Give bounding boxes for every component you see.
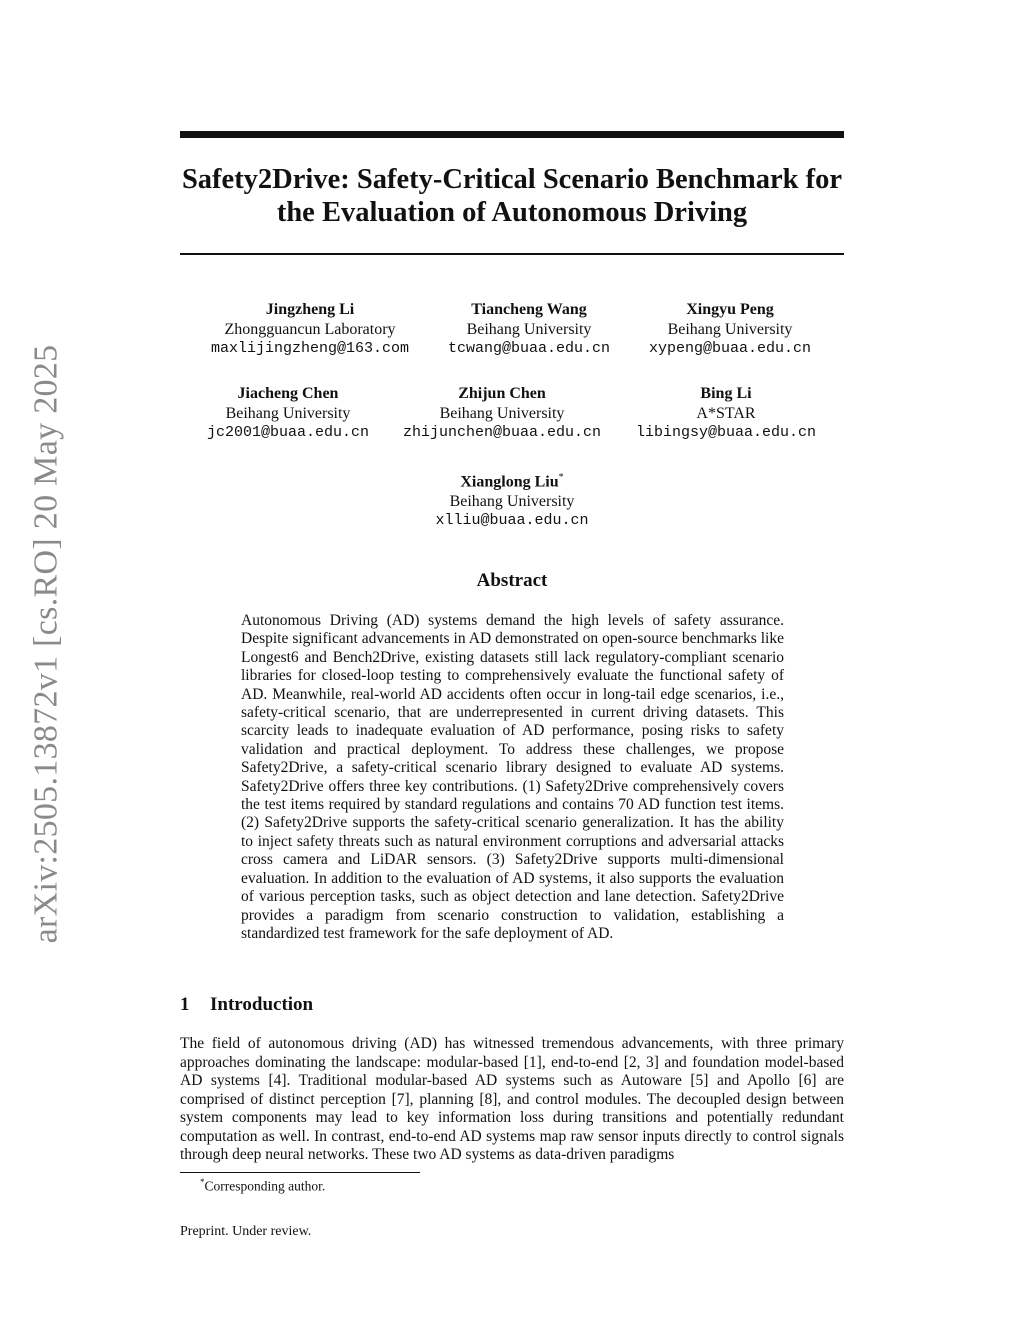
author-affiliation: Zhongguancun Laboratory — [224, 320, 396, 338]
author-affiliation: A*STAR — [696, 404, 756, 422]
preprint-notice: Preprint. Under review. — [180, 1224, 312, 1239]
author-block — [372, 384, 632, 443]
abstract-text: Autonomous Driving (AD) systems demand the high levels of safety assurance. Despite significant advancements in AD demonstrated on open-source benchmarks like Longest6 and Bench2Drive, existing datasets still lack regulatory-compliant scenario libraries for closed-loop testing to comprehensively evaluate the functional safety of AD. Meanwhile, real-world AD accidents often occur in long-tail edge scenarios, i.e., safety-critical scenario, that are underrepresented in current driving datasets. This scarcity leads to inadequate evaluation of AD performance, posing risks to safety validation and practical deployment. To address these challenges, we propose Safety2Drive, a safety-critical scenario library designed to evaluate AD systems. Safety2Drive offers three key contributions. (1) Safety2Drive comprehensively covers the test items required by standard regulations and contains 70 AD function test items. (2) Safety2Drive supports the safety-critical scenario generalization. It has the ability to inject safety threats such as natural environment corruptions and adversarial attacks cross camera and LiDAR sensors. (3) Safety2Drive supports multi-dimensional evaluation. In addition to the evaluation of AD systems, it also supports the evaluation of various perception tasks, such as object detection and lane detection. Safety2Drive provides a paradigm from scenario construction to validation, establishing a standardized test framework for the safe deployment of AD. — [241, 612, 784, 942]
paper-title: Safety2Drive: Safety-Critical Scenario Benchmark for the Evaluation of Autonomous Driving — [181, 164, 843, 228]
author-email: libingsy@buaa.edu.cn — [635, 424, 817, 441]
corresponding-marker: * — [558, 472, 564, 483]
footnote-text: Corresponding author. — [204, 1178, 326, 1194]
title-rule-bottom — [180, 253, 844, 255]
author-email: xlliu@buaa.edu.cn — [435, 512, 589, 530]
author-email: jc2001@buaa.edu.cn — [206, 424, 370, 441]
author-block — [596, 384, 856, 443]
footnote-marker: * — [200, 1177, 205, 1187]
introduction-text: The field of autonomous driving (AD) has witnessed tremendous advancements, with three primary approaches dominating the landscape: modular-based [1], end-to-end [2, 3] and foundation model-based AD systems [4]. Traditional modular-based AD systems such as Autoware [5] and Apollo [6] are comprised of distinct perception [7], planning [8], and control modules. The decoupled design between system components may lead to key information loss during transitions and potentially redundant computation as well. In contrast, end-to-end AD systems map raw sensor inputs directly to control signals through deep neural networks. These two AD systems as data-driven paradigms — [180, 1035, 844, 1163]
author-affiliation: Beihang University — [667, 320, 793, 338]
arxiv-id: arXiv:2505.13872v1 [cs.RO] 20 May 2025 — [27, 344, 64, 944]
author-name: Bing Li — [700, 385, 752, 402]
author-name: Tiancheng Wang — [471, 301, 587, 318]
section-title: Introduction — [210, 994, 314, 1015]
author-name: Jiacheng Chen — [237, 385, 339, 402]
author-affiliation: Beihang University — [439, 404, 565, 422]
author-email: maxlijingzheng@163.com — [210, 340, 410, 357]
author-name-text: Xianglong Liu — [460, 473, 559, 491]
author-block — [600, 300, 860, 359]
footnote-rule — [180, 1172, 420, 1173]
author-affiliation: Beihang University — [225, 404, 351, 422]
author-affiliation: Beihang University — [449, 492, 575, 510]
author-email: zhijunchen@buaa.edu.cn — [402, 424, 602, 441]
author-email: tcwang@buaa.edu.cn — [447, 340, 611, 357]
arxiv-sidebar-stamp — [20, 342, 72, 946]
author-name: Jingzheng Li — [265, 301, 355, 318]
author-email: xypeng@buaa.edu.cn — [648, 340, 812, 357]
author-block — [382, 468, 642, 531]
footnote — [200, 1177, 325, 1195]
author-affiliation: Beihang University — [466, 320, 592, 338]
abstract-heading: Abstract — [476, 570, 548, 591]
title-rule-top — [180, 131, 844, 138]
author-name: Zhijun Chen — [458, 385, 546, 402]
author-name — [382, 468, 642, 492]
section-heading — [180, 994, 844, 1016]
section-number: 1 — [180, 994, 190, 1015]
author-name: Xingyu Peng — [686, 301, 774, 318]
